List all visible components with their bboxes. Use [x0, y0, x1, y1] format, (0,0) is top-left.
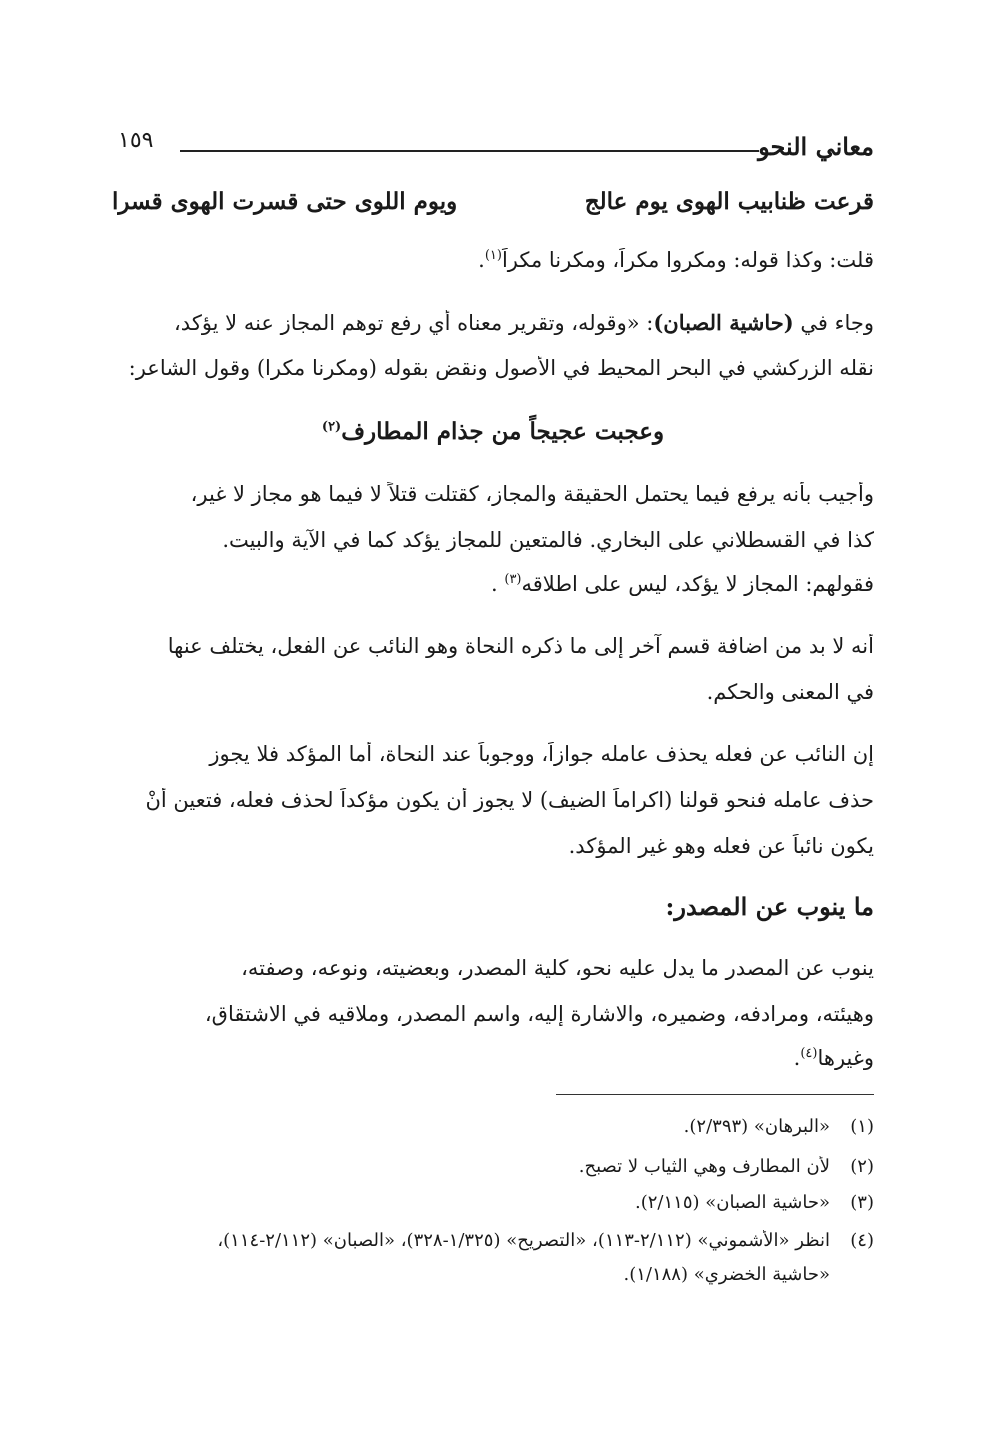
page-header — [118, 128, 874, 168]
page-number: ١٥٩ — [118, 128, 154, 153]
verse-second-hemistich: ويوم اللوى حتى قسرت الهوى قسرا — [112, 188, 458, 215]
paragraph-line: إن النائب عن فعله يحذف عامله جوازاً، ووجوباً عند النحاة، أما المؤكد فلا يجوز — [209, 742, 874, 766]
paragraph-line: وهيئته، ومرادفه، وضميره، والاشارة إليه، واسم المصدر، وملاقيه في الاشتقاق، — [204, 1002, 874, 1026]
header-rule — [180, 150, 759, 152]
footnote-ref: (٣) — [504, 572, 522, 587]
footnote-separator — [556, 1094, 874, 1095]
footnote: (٣)«حاشية الصبان» (٢/١١٥). — [635, 1192, 874, 1213]
section-heading: ما ينوب عن المصدر: — [665, 892, 874, 921]
paragraph-line: وأجيب بأنه يرفع فيما يحتمل الحقيقة والمجاز، كقتلت قتلاً لا فيما هو مجاز لا غير، — [190, 482, 874, 506]
paragraph-line: أنه لا بد من اضافة قسم آخر إلى ما ذكره النحاة وهو النائب عن الفعل، يختلف عنها — [167, 634, 874, 658]
footnote-ref: (٤) — [800, 1046, 818, 1061]
footnote-number: (٣) — [850, 1192, 874, 1213]
verse-first-hemistich: قرعت ظنابيب الهوى يوم عالج — [584, 188, 874, 215]
source-title: (حاشية الصبان) — [653, 310, 794, 335]
footnote: (٢)لأن المطارف وهي الثياب لا تصبح. — [578, 1156, 874, 1177]
paragraph-line: كذا في القسطلاني على البخاري. فالمتعين للمجاز يؤكد كما في الآية والبيت. — [222, 528, 874, 552]
quoted-verse: وعجبت عجيجاً من جذام المطارف$^{(٢)}$ — [321, 418, 665, 445]
footnote-number: (٢) — [850, 1156, 874, 1177]
running-title: معاني النحو — [758, 132, 874, 161]
paragraph-line: قلت: وكذا قوله: ومكروا مكراً، ومكرنا مكراً$^{(١)}$. — [478, 248, 874, 272]
paragraph-line: نقله الزركشي في البحر المحيط في الأصول ونقض بقوله (ومكرنا مكرا) وقول الشاعر: — [128, 356, 874, 380]
footnote-number: (٤) — [850, 1230, 874, 1251]
paragraph-line: وجاء في (حاشية الصبان): «وقوله، وتقرير معناه أي رفع توهم المجاز عنه لا يؤكد، — [174, 310, 874, 335]
paragraph-line: وغيرها$^{(٤)}$. — [793, 1046, 874, 1070]
paragraph-line: فقولهم: المجاز لا يؤكد، ليس على اطلاقه$^{(٣)}$ . — [491, 572, 874, 596]
footnote-continuation: «حاشية الخضري» (١/١٨٨). — [623, 1264, 830, 1285]
footnote-number: (١) — [850, 1116, 874, 1137]
paragraph-line: يكون نائباً عن فعله وهو غير المؤكد. — [568, 834, 874, 858]
footnote-ref: (٢) — [321, 419, 342, 435]
paragraph-line: في المعنى والحكم. — [706, 680, 874, 704]
paragraph-line: ينوب عن المصدر ما يدل عليه نحو، كلية المصدر، وبعضيته، ونوعه، وصفته، — [241, 956, 874, 980]
footnote-ref: (١) — [484, 248, 502, 263]
footnote: (١)«البرهان» (٢/٣٩٣). — [683, 1116, 874, 1137]
footnote: (٤)انظر «الأشموني» (٢/١١٢-١١٣)، «التصريح» (١/٣٢٥-٣٢٨)، «الصبان» (٢/١١٢-١١٤)، — [217, 1230, 874, 1251]
paragraph-line: حذف عامله فنحو قولنا (اكراماً الضيف) لا يجوز أن يكون مؤكداً لحذف فعله، فتعين أنْ — [145, 788, 874, 812]
